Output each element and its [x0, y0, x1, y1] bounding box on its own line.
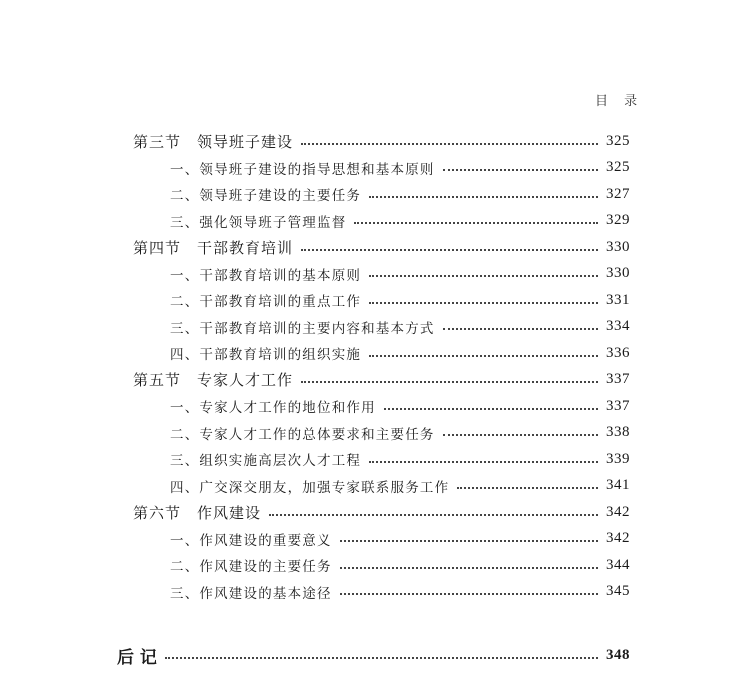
toc-section-number: 第三节 [133, 132, 182, 151]
dot-leader [443, 327, 598, 330]
dot-leader [165, 656, 598, 659]
toc-section-entry[interactable] [133, 234, 630, 260]
toc-entry-page: 348 [606, 646, 630, 663]
dot-leader [269, 513, 598, 516]
dot-leader [369, 195, 598, 198]
toc-section-title: 领导班子建设 [197, 132, 294, 151]
toc-entry-title: 一、作风建设的重要意义 [170, 532, 332, 549]
dot-leader [443, 168, 598, 171]
toc-entry-page: 330 [606, 265, 630, 281]
dot-leader [340, 539, 598, 542]
toc-entry-page: 338 [606, 424, 630, 440]
toc-subsection-entry[interactable] [170, 261, 630, 287]
dot-leader [354, 221, 598, 224]
toc-entry-afterword[interactable] [117, 642, 630, 668]
toc-entry-title [133, 502, 261, 523]
toc-subsection-entry[interactable] [170, 420, 630, 446]
toc-entry-title: 三、干部教育培训的主要内容和基本方式 [170, 320, 435, 337]
toc-entry-title [133, 131, 293, 152]
toc-entry-page: 331 [606, 291, 630, 308]
toc-entry-title [133, 237, 293, 258]
toc-section-entry[interactable] [133, 367, 630, 393]
toc-entry-title: 一、干部教育培训的基本原则 [170, 267, 362, 284]
toc-subsection-entry[interactable] [170, 287, 630, 313]
toc-entry-page: 325 [606, 132, 630, 149]
toc-subsection-entry[interactable] [170, 526, 630, 552]
dot-leader [369, 301, 598, 304]
toc-subsection-entry[interactable] [170, 552, 630, 578]
toc-entry-title: 二、领导班子建设的主要任务 [170, 188, 362, 204]
toc-entry-title: 三、作风建设的基本途径 [170, 585, 332, 602]
dot-leader [369, 460, 598, 463]
dot-leader [369, 354, 598, 357]
toc-entry-page: 336 [606, 344, 630, 361]
dot-leader [340, 566, 598, 569]
toc-subsection-entry[interactable] [170, 208, 630, 234]
toc-section-entry[interactable] [133, 499, 630, 525]
toc-entry-page: 330 [606, 238, 630, 255]
toc-entry-title [133, 369, 293, 390]
toc-entry-page: 327 [606, 185, 630, 202]
toc-subsection-entry[interactable] [170, 473, 630, 499]
toc-header-label: 目 录 [595, 94, 644, 109]
toc-entry-page: 345 [606, 583, 630, 599]
toc-section-number: 第六节 [133, 503, 182, 522]
toc-entry-title: 一、专家人才工作的地位和作用 [170, 400, 376, 416]
toc-entry-title: 四、广交深交朋友，加强专家联系服务工作 [170, 479, 450, 496]
dot-leader [301, 142, 598, 145]
toc-section-entry[interactable] [133, 128, 630, 154]
toc-section-title: 干部教育培训 [197, 238, 294, 257]
toc-section-number: 第五节 [133, 371, 182, 389]
toc-entry-page: 344 [606, 556, 630, 573]
toc-subsection-entry[interactable] [170, 155, 630, 181]
toc-entry-title: 二、干部教育培训的重点工作 [170, 294, 362, 310]
toc-entry-title: 三、强化领导班子管理监督 [170, 214, 347, 231]
toc-section-title: 专家人才工作 [197, 371, 294, 389]
dot-leader [443, 433, 598, 436]
toc-section-number: 第四节 [133, 238, 182, 257]
toc-subsection-entry[interactable] [170, 446, 630, 472]
toc-entry-page: 337 [606, 397, 630, 414]
toc-subsection-entry[interactable] [170, 181, 630, 207]
dot-leader [301, 380, 598, 383]
toc-entry-title: 一、领导班子建设的指导思想和基本原则 [170, 161, 435, 178]
toc-entry-page: 325 [606, 159, 630, 175]
toc-entry-page: 337 [606, 371, 630, 387]
toc-entry-title: 二、作风建设的主要任务 [170, 559, 332, 575]
toc-subsection-entry[interactable] [170, 340, 630, 366]
dot-leader [301, 248, 598, 251]
dot-leader [369, 274, 598, 277]
toc-entry-title: 三、组织实施高层次人才工程 [170, 453, 362, 469]
toc-entry-page: 334 [606, 318, 630, 334]
toc-subsection-entry[interactable] [170, 579, 630, 605]
toc-entry-page: 339 [606, 450, 630, 467]
dot-leader [384, 407, 598, 410]
toc-entry-page: 342 [606, 530, 630, 546]
toc-section-title: 作风建设 [197, 503, 262, 522]
toc-entry-title: 后 记 [117, 647, 157, 668]
toc-entry-title: 二、专家人才工作的总体要求和主要任务 [170, 426, 435, 443]
dot-leader [340, 592, 598, 595]
toc-subsection-entry[interactable] [170, 393, 630, 419]
toc-entry-page: 329 [606, 212, 630, 228]
toc-subsection-entry[interactable] [170, 314, 630, 340]
toc-entry-page: 341 [606, 477, 630, 493]
toc-entry-title: 四、干部教育培训的组织实施 [170, 347, 362, 363]
dot-leader [457, 486, 598, 489]
toc-entry-page: 342 [606, 503, 630, 520]
